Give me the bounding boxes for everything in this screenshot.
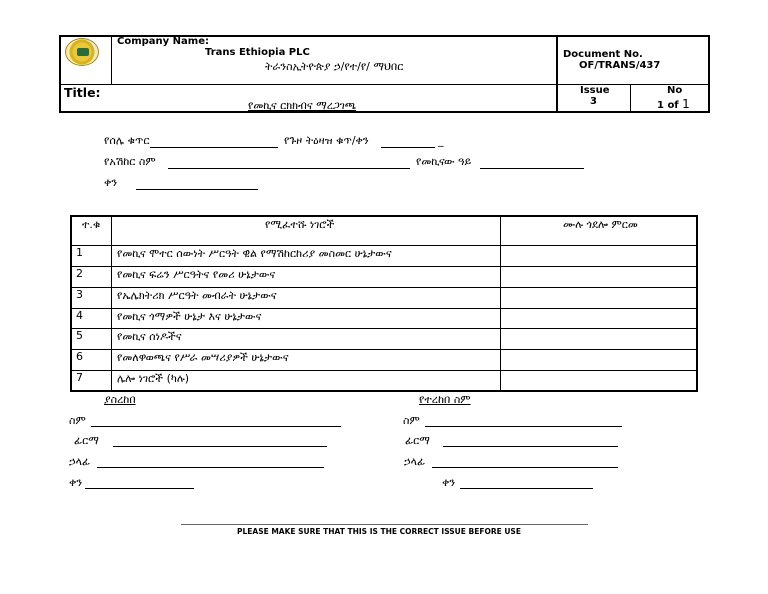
table-row-number: 7 (76, 371, 83, 384)
header-divider (111, 35, 112, 84)
company-logo (65, 38, 99, 66)
footer-divider (181, 524, 588, 525)
driver-name-label: የአሽከር ስም (104, 155, 156, 168)
right-signature-label: ፊርማ (405, 434, 430, 447)
company-label: Company Name: (117, 36, 209, 47)
page-total: 1 (682, 97, 690, 111)
table-row-divider (70, 349, 698, 350)
right-date-field[interactable] (460, 488, 593, 489)
trip-order-tail: _ (438, 134, 444, 147)
plate-number-label: የሰሌ ቁጥር (104, 134, 150, 147)
table-row-item: የኤሌክትሪክ ሥርዓት መብራት ሁኔታውና (117, 289, 277, 302)
left-name-field[interactable] (91, 426, 341, 427)
vehicle-type-label: የመኪናው ዓይ (416, 155, 472, 168)
vehicle-type-field[interactable] (480, 168, 584, 169)
table-column-divider (111, 215, 112, 392)
table-row-item: የመኪና ሰነዶችና (117, 330, 182, 343)
table-row-divider (70, 370, 698, 371)
header-divider (59, 84, 710, 85)
table-header-status: ሙሉ ጎደሎ ምርመ (563, 218, 638, 231)
table-row-number: 2 (76, 267, 83, 280)
driver-name-field[interactable] (168, 168, 410, 169)
page-number-label: No (667, 85, 683, 96)
table-row-number: 1 (76, 246, 83, 259)
right-name-field[interactable] (425, 426, 622, 427)
table-column-divider (500, 215, 501, 392)
issue-label: Issue (580, 85, 610, 96)
date-label: ቀን (104, 176, 118, 189)
trip-order-field[interactable] (381, 147, 435, 148)
table-row-item: ሌሎ ነገሮች (ካሉ) (117, 372, 190, 385)
company-name: Trans Ethiopia PLC (205, 47, 310, 58)
plate-number-field[interactable] (150, 147, 278, 148)
date-field[interactable] (136, 189, 258, 190)
right-position-label: ኃላፊ (404, 455, 426, 468)
right-name-label: ስም (403, 414, 420, 427)
issue-number: 3 (590, 96, 597, 107)
table-row-item: የመለዋወጫና የሥራ መሣሪያዎች ሁኔታውና (117, 351, 289, 364)
page-number (657, 97, 690, 111)
table-row-number: 6 (76, 350, 83, 363)
checklist-table (70, 215, 698, 392)
document-number: OF/TRANS/437 (579, 60, 661, 71)
right-position-field[interactable] (432, 467, 618, 468)
left-date-field[interactable] (85, 488, 194, 489)
table-header-items: የሚፈተሹ ነገሮች (265, 218, 335, 231)
document-number-label: Document No. (563, 49, 643, 60)
table-row-divider (70, 308, 698, 309)
left-date-label: ቀን (69, 476, 83, 489)
table-row-number: 5 (76, 329, 83, 342)
handed-over-heading: ያስረከበ (104, 393, 136, 406)
table-row-item: የመኪና ፍሬን ሥርዓትና የመሪ ሁኔታውና (117, 268, 276, 281)
table-row-item: የመኪና ሞተር ሰውነት ሥርዓት ዊል የማሽከርከሪያ መስመር ሁኔታውና (117, 247, 392, 260)
table-header-number: ተ.ቁ (82, 218, 101, 231)
header-divider (556, 35, 558, 113)
table-row-item: የመኪና ጎማዎች ሁኔታ እና ሁኔታውና (117, 310, 262, 323)
table-row-divider (70, 287, 698, 288)
document-title: የመኪና ርክክብና ማረጋገጫ (248, 99, 357, 112)
right-date-label: ቀን (442, 476, 456, 489)
table-row-divider (70, 245, 698, 246)
footer-note: PLEASE MAKE SURE THAT THIS IS THE CORRECT ISSUE BEFORE USE (237, 527, 521, 536)
received-by-heading: የተረከበ ስም (419, 393, 471, 406)
trip-order-label: የጉዞ ትዕዛዝ ቁጥ/ቀን (284, 134, 369, 147)
left-signature-field[interactable] (113, 446, 327, 447)
title-label: Title: (64, 85, 101, 100)
table-row-divider (70, 328, 698, 329)
right-signature-field[interactable] (443, 446, 618, 447)
left-position-label: ኃላፊ (69, 455, 91, 468)
company-name-amharic: ትራንስኢትዮጵያ ኃ/የተ/የ/ ማህበር (265, 60, 404, 73)
table-row-number: 4 (76, 309, 83, 322)
table-row-divider (70, 266, 698, 267)
header-divider (630, 84, 631, 113)
table-row-number: 3 (76, 288, 83, 301)
left-position-field[interactable] (97, 467, 324, 468)
left-signature-label: ፊርማ (74, 434, 99, 447)
left-name-label: ስም (69, 414, 86, 427)
page-number-prefix: 1 of (657, 100, 679, 111)
